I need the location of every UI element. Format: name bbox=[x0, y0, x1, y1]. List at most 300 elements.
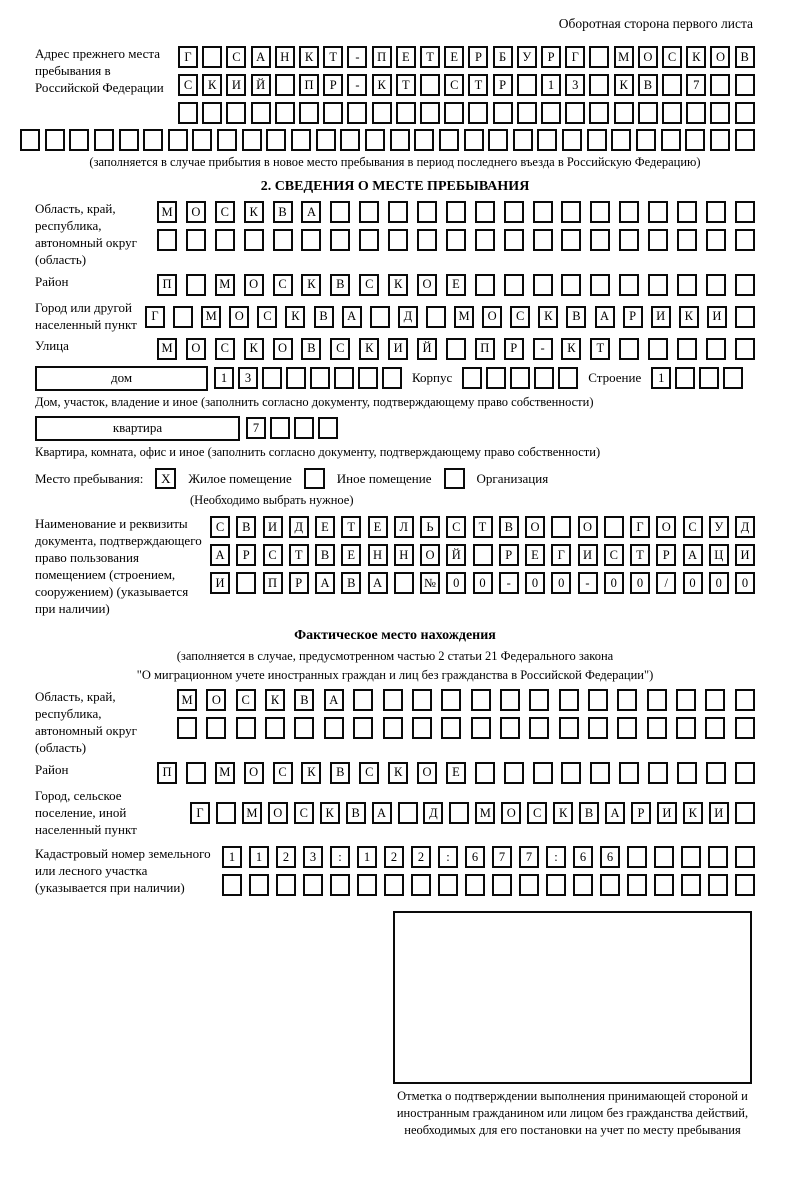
char-cell[interactable]: М bbox=[157, 338, 177, 360]
char-cell[interactable]: С bbox=[330, 338, 350, 360]
char-cell[interactable] bbox=[710, 74, 730, 96]
char-cell[interactable] bbox=[249, 874, 269, 896]
char-cell[interactable] bbox=[192, 129, 212, 151]
char-cell[interactable]: М bbox=[242, 802, 262, 824]
char-cell[interactable] bbox=[500, 717, 520, 739]
char-cell[interactable]: М bbox=[454, 306, 474, 328]
char-cell[interactable] bbox=[475, 229, 495, 251]
char-cell[interactable] bbox=[177, 717, 197, 739]
char-cell[interactable] bbox=[619, 762, 639, 784]
char-cell[interactable] bbox=[614, 102, 634, 124]
char-cell[interactable]: П bbox=[475, 338, 495, 360]
char-cell[interactable] bbox=[275, 102, 295, 124]
char-cell[interactable]: Е bbox=[525, 544, 545, 566]
char-cell[interactable] bbox=[449, 802, 469, 824]
char-cell[interactable] bbox=[178, 102, 198, 124]
char-cell[interactable] bbox=[559, 717, 579, 739]
char-cell[interactable] bbox=[533, 229, 553, 251]
char-cell[interactable] bbox=[627, 846, 647, 868]
char-cell[interactable]: В bbox=[499, 516, 519, 538]
char-cell[interactable] bbox=[647, 689, 667, 711]
char-cell[interactable] bbox=[562, 129, 582, 151]
char-cell[interactable] bbox=[504, 762, 524, 784]
char-cell[interactable]: М bbox=[475, 802, 495, 824]
char-cell[interactable] bbox=[310, 367, 330, 389]
char-cell[interactable] bbox=[735, 762, 755, 784]
char-cell[interactable] bbox=[444, 102, 464, 124]
char-cell[interactable] bbox=[353, 717, 373, 739]
char-cell[interactable]: Т bbox=[630, 544, 650, 566]
char-cell[interactable]: Р bbox=[631, 802, 651, 824]
char-cell[interactable] bbox=[533, 201, 553, 223]
char-cell[interactable] bbox=[735, 802, 755, 824]
char-cell[interactable]: : bbox=[330, 846, 350, 868]
stay-checkbox-organization[interactable] bbox=[444, 468, 465, 489]
char-cell[interactable] bbox=[384, 874, 404, 896]
char-cell[interactable]: П bbox=[157, 762, 177, 784]
char-cell[interactable] bbox=[266, 129, 286, 151]
char-cell[interactable] bbox=[273, 229, 293, 251]
char-cell[interactable]: 0 bbox=[683, 572, 703, 594]
char-cell[interactable] bbox=[173, 306, 193, 328]
char-cell[interactable]: Е bbox=[446, 762, 466, 784]
char-cell[interactable]: С bbox=[604, 544, 624, 566]
char-cell[interactable] bbox=[617, 717, 637, 739]
char-cell[interactable] bbox=[699, 367, 719, 389]
char-cell[interactable] bbox=[462, 367, 482, 389]
char-cell[interactable] bbox=[627, 874, 647, 896]
char-cell[interactable]: А bbox=[368, 572, 388, 594]
char-cell[interactable] bbox=[735, 74, 755, 96]
char-cell[interactable] bbox=[561, 201, 581, 223]
char-cell[interactable]: У bbox=[517, 46, 537, 68]
char-cell[interactable]: И bbox=[707, 306, 727, 328]
char-cell[interactable] bbox=[275, 74, 295, 96]
char-cell[interactable] bbox=[426, 306, 446, 328]
char-cell[interactable] bbox=[706, 762, 726, 784]
char-cell[interactable]: В bbox=[314, 306, 334, 328]
char-cell[interactable]: О bbox=[244, 762, 264, 784]
char-cell[interactable]: С bbox=[273, 762, 293, 784]
char-cell[interactable] bbox=[412, 689, 432, 711]
char-cell[interactable] bbox=[619, 229, 639, 251]
char-cell[interactable]: 1 bbox=[214, 367, 234, 389]
char-cell[interactable]: О bbox=[268, 802, 288, 824]
char-cell[interactable]: К bbox=[301, 762, 321, 784]
char-cell[interactable]: В bbox=[315, 544, 335, 566]
char-cell[interactable] bbox=[236, 572, 256, 594]
char-cell[interactable]: В bbox=[236, 516, 256, 538]
char-cell[interactable]: 0 bbox=[525, 572, 545, 594]
char-cell[interactable]: К bbox=[301, 274, 321, 296]
char-cell[interactable] bbox=[519, 874, 539, 896]
char-cell[interactable]: 1 bbox=[651, 367, 671, 389]
char-cell[interactable] bbox=[611, 129, 631, 151]
char-cell[interactable]: М bbox=[157, 201, 177, 223]
char-cell[interactable] bbox=[216, 802, 236, 824]
char-cell[interactable]: С bbox=[444, 74, 464, 96]
char-cell[interactable] bbox=[735, 846, 755, 868]
char-cell[interactable]: Е bbox=[396, 46, 416, 68]
char-cell[interactable] bbox=[587, 129, 607, 151]
char-cell[interactable]: Т bbox=[473, 516, 493, 538]
char-cell[interactable]: - bbox=[347, 46, 367, 68]
char-cell[interactable]: О bbox=[186, 338, 206, 360]
char-cell[interactable] bbox=[589, 74, 609, 96]
char-cell[interactable]: А bbox=[315, 572, 335, 594]
char-cell[interactable] bbox=[648, 201, 668, 223]
char-cell[interactable]: В bbox=[330, 274, 350, 296]
char-cell[interactable] bbox=[589, 102, 609, 124]
char-cell[interactable]: А bbox=[210, 544, 230, 566]
char-cell[interactable] bbox=[677, 338, 697, 360]
char-cell[interactable] bbox=[706, 338, 726, 360]
char-cell[interactable] bbox=[265, 717, 285, 739]
char-cell[interactable] bbox=[186, 762, 206, 784]
char-cell[interactable] bbox=[186, 229, 206, 251]
char-cell[interactable]: К bbox=[388, 762, 408, 784]
char-cell[interactable]: О bbox=[273, 338, 293, 360]
char-cell[interactable] bbox=[708, 874, 728, 896]
char-cell[interactable] bbox=[676, 717, 696, 739]
char-cell[interactable]: С bbox=[683, 516, 703, 538]
char-cell[interactable] bbox=[217, 129, 237, 151]
char-cell[interactable]: К bbox=[244, 201, 264, 223]
char-cell[interactable] bbox=[708, 846, 728, 868]
char-cell[interactable]: 0 bbox=[551, 572, 571, 594]
char-cell[interactable] bbox=[475, 201, 495, 223]
char-cell[interactable]: С bbox=[510, 306, 530, 328]
char-cell[interactable] bbox=[303, 874, 323, 896]
char-cell[interactable]: В bbox=[566, 306, 586, 328]
char-cell[interactable]: Д bbox=[735, 516, 755, 538]
char-cell[interactable]: С bbox=[662, 46, 682, 68]
char-cell[interactable] bbox=[706, 229, 726, 251]
char-cell[interactable] bbox=[475, 762, 495, 784]
char-cell[interactable] bbox=[276, 874, 296, 896]
char-cell[interactable]: С bbox=[359, 274, 379, 296]
char-cell[interactable]: 1 bbox=[541, 74, 561, 96]
char-cell[interactable] bbox=[119, 129, 139, 151]
char-cell[interactable] bbox=[706, 201, 726, 223]
char-cell[interactable] bbox=[558, 367, 578, 389]
char-cell[interactable] bbox=[619, 274, 639, 296]
char-cell[interactable] bbox=[600, 874, 620, 896]
char-cell[interactable]: П bbox=[263, 572, 283, 594]
char-cell[interactable]: - bbox=[578, 572, 598, 594]
char-cell[interactable]: 2 bbox=[384, 846, 404, 868]
char-cell[interactable]: А bbox=[342, 306, 362, 328]
char-cell[interactable]: О bbox=[638, 46, 658, 68]
char-cell[interactable]: К bbox=[244, 338, 264, 360]
char-cell[interactable]: 3 bbox=[303, 846, 323, 868]
char-cell[interactable]: О bbox=[229, 306, 249, 328]
char-cell[interactable] bbox=[723, 367, 743, 389]
char-cell[interactable]: С bbox=[215, 338, 235, 360]
char-cell[interactable]: О bbox=[420, 544, 440, 566]
char-cell[interactable] bbox=[534, 367, 554, 389]
char-cell[interactable] bbox=[735, 689, 755, 711]
char-cell[interactable]: С bbox=[263, 544, 283, 566]
char-cell[interactable] bbox=[370, 306, 390, 328]
char-cell[interactable]: М bbox=[201, 306, 221, 328]
char-cell[interactable]: О bbox=[501, 802, 521, 824]
char-cell[interactable]: Т bbox=[590, 338, 610, 360]
char-cell[interactable]: К bbox=[372, 74, 392, 96]
char-cell[interactable] bbox=[157, 229, 177, 251]
char-cell[interactable] bbox=[215, 229, 235, 251]
char-cell[interactable] bbox=[735, 129, 755, 151]
char-cell[interactable] bbox=[270, 417, 290, 439]
char-cell[interactable]: К bbox=[679, 306, 699, 328]
char-cell[interactable] bbox=[546, 874, 566, 896]
char-cell[interactable]: 2 bbox=[276, 846, 296, 868]
char-cell[interactable]: О bbox=[710, 46, 730, 68]
char-cell[interactable] bbox=[420, 74, 440, 96]
char-cell[interactable]: Н bbox=[394, 544, 414, 566]
char-cell[interactable] bbox=[510, 367, 530, 389]
char-cell[interactable] bbox=[681, 846, 701, 868]
char-cell[interactable] bbox=[590, 274, 610, 296]
char-cell[interactable] bbox=[647, 717, 667, 739]
char-cell[interactable] bbox=[186, 274, 206, 296]
char-cell[interactable] bbox=[69, 129, 89, 151]
char-cell[interactable] bbox=[365, 129, 385, 151]
char-cell[interactable]: Й bbox=[446, 544, 466, 566]
char-cell[interactable]: О bbox=[244, 274, 264, 296]
char-cell[interactable]: С bbox=[210, 516, 230, 538]
char-cell[interactable] bbox=[677, 229, 697, 251]
char-cell[interactable] bbox=[588, 689, 608, 711]
char-cell[interactable] bbox=[372, 102, 392, 124]
char-cell[interactable] bbox=[648, 274, 668, 296]
char-cell[interactable] bbox=[735, 201, 755, 223]
char-cell[interactable] bbox=[636, 129, 656, 151]
char-cell[interactable]: Е bbox=[444, 46, 464, 68]
char-cell[interactable]: И bbox=[578, 544, 598, 566]
char-cell[interactable] bbox=[706, 274, 726, 296]
char-cell[interactable] bbox=[390, 129, 410, 151]
char-cell[interactable] bbox=[590, 762, 610, 784]
char-cell[interactable] bbox=[143, 129, 163, 151]
char-cell[interactable] bbox=[648, 338, 668, 360]
char-cell[interactable]: Е bbox=[341, 544, 361, 566]
char-cell[interactable] bbox=[94, 129, 114, 151]
char-cell[interactable]: Т bbox=[468, 74, 488, 96]
char-cell[interactable]: А bbox=[251, 46, 271, 68]
char-cell[interactable] bbox=[262, 367, 282, 389]
char-cell[interactable] bbox=[735, 874, 755, 896]
char-cell[interactable]: Г bbox=[630, 516, 650, 538]
char-cell[interactable]: Д bbox=[289, 516, 309, 538]
char-cell[interactable] bbox=[686, 102, 706, 124]
char-cell[interactable]: 0 bbox=[604, 572, 624, 594]
char-cell[interactable] bbox=[504, 229, 524, 251]
char-cell[interactable]: К bbox=[388, 274, 408, 296]
char-cell[interactable] bbox=[677, 274, 697, 296]
char-cell[interactable]: Е bbox=[368, 516, 388, 538]
char-cell[interactable] bbox=[45, 129, 65, 151]
char-cell[interactable] bbox=[735, 306, 755, 328]
char-cell[interactable]: О bbox=[206, 689, 226, 711]
char-cell[interactable]: О bbox=[482, 306, 502, 328]
char-cell[interactable] bbox=[330, 229, 350, 251]
char-cell[interactable] bbox=[513, 129, 533, 151]
char-cell[interactable]: 1 bbox=[357, 846, 377, 868]
char-cell[interactable] bbox=[251, 102, 271, 124]
char-cell[interactable]: С bbox=[257, 306, 277, 328]
char-cell[interactable] bbox=[565, 102, 585, 124]
char-cell[interactable]: 7 bbox=[519, 846, 539, 868]
char-cell[interactable] bbox=[206, 717, 226, 739]
char-cell[interactable] bbox=[735, 229, 755, 251]
char-cell[interactable] bbox=[446, 229, 466, 251]
char-cell[interactable]: К bbox=[686, 46, 706, 68]
char-cell[interactable]: А bbox=[605, 802, 625, 824]
char-cell[interactable]: И bbox=[210, 572, 230, 594]
char-cell[interactable] bbox=[471, 689, 491, 711]
char-cell[interactable]: К bbox=[285, 306, 305, 328]
char-cell[interactable]: 1 bbox=[249, 846, 269, 868]
char-cell[interactable]: С bbox=[215, 201, 235, 223]
char-cell[interactable]: У bbox=[709, 516, 729, 538]
char-cell[interactable]: Т bbox=[289, 544, 309, 566]
char-cell[interactable]: В bbox=[294, 689, 314, 711]
char-cell[interactable] bbox=[439, 129, 459, 151]
char-cell[interactable]: К bbox=[538, 306, 558, 328]
char-cell[interactable] bbox=[202, 102, 222, 124]
char-cell[interactable]: М bbox=[177, 689, 197, 711]
char-cell[interactable]: Р bbox=[468, 46, 488, 68]
char-cell[interactable]: Р bbox=[493, 74, 513, 96]
char-cell[interactable]: О bbox=[656, 516, 676, 538]
char-cell[interactable] bbox=[394, 572, 414, 594]
char-cell[interactable]: М bbox=[215, 274, 235, 296]
char-cell[interactable]: С bbox=[359, 762, 379, 784]
char-cell[interactable]: Д bbox=[398, 306, 418, 328]
char-cell[interactable] bbox=[396, 102, 416, 124]
stay-checkbox-other[interactable] bbox=[304, 468, 325, 489]
char-cell[interactable] bbox=[383, 689, 403, 711]
char-cell[interactable] bbox=[412, 717, 432, 739]
char-cell[interactable]: - bbox=[533, 338, 553, 360]
char-cell[interactable]: Н bbox=[368, 544, 388, 566]
char-cell[interactable] bbox=[638, 102, 658, 124]
char-cell[interactable] bbox=[324, 717, 344, 739]
char-cell[interactable] bbox=[294, 417, 314, 439]
char-cell[interactable]: К bbox=[320, 802, 340, 824]
char-cell[interactable]: И bbox=[735, 544, 755, 566]
char-cell[interactable] bbox=[590, 229, 610, 251]
char-cell[interactable] bbox=[551, 516, 571, 538]
char-cell[interactable] bbox=[517, 74, 537, 96]
char-cell[interactable] bbox=[675, 367, 695, 389]
char-cell[interactable]: А bbox=[595, 306, 615, 328]
char-cell[interactable]: А bbox=[324, 689, 344, 711]
char-cell[interactable] bbox=[517, 102, 537, 124]
char-cell[interactable] bbox=[353, 689, 373, 711]
char-cell[interactable] bbox=[735, 102, 755, 124]
char-cell[interactable] bbox=[710, 102, 730, 124]
char-cell[interactable]: П bbox=[157, 274, 177, 296]
char-cell[interactable] bbox=[20, 129, 40, 151]
char-cell[interactable] bbox=[735, 274, 755, 296]
char-cell[interactable] bbox=[573, 874, 593, 896]
char-cell[interactable]: Р bbox=[656, 544, 676, 566]
char-cell[interactable] bbox=[648, 229, 668, 251]
char-cell[interactable] bbox=[318, 417, 338, 439]
char-cell[interactable]: В bbox=[638, 74, 658, 96]
char-cell[interactable]: В bbox=[301, 338, 321, 360]
char-cell[interactable]: И bbox=[226, 74, 246, 96]
char-cell[interactable]: И bbox=[657, 802, 677, 824]
char-cell[interactable]: Т bbox=[341, 516, 361, 538]
char-cell[interactable] bbox=[735, 717, 755, 739]
char-cell[interactable]: Т bbox=[420, 46, 440, 68]
char-cell[interactable] bbox=[561, 762, 581, 784]
char-cell[interactable]: 3 bbox=[238, 367, 258, 389]
char-cell[interactable]: Р bbox=[499, 544, 519, 566]
char-cell[interactable]: 0 bbox=[709, 572, 729, 594]
char-cell[interactable]: 0 bbox=[446, 572, 466, 594]
char-cell[interactable] bbox=[590, 201, 610, 223]
char-cell[interactable] bbox=[388, 201, 408, 223]
char-cell[interactable]: С bbox=[236, 689, 256, 711]
char-cell[interactable]: Й bbox=[251, 74, 271, 96]
char-cell[interactable]: К bbox=[683, 802, 703, 824]
char-cell[interactable] bbox=[388, 229, 408, 251]
char-cell[interactable] bbox=[529, 689, 549, 711]
char-cell[interactable] bbox=[441, 689, 461, 711]
char-cell[interactable] bbox=[533, 274, 553, 296]
char-cell[interactable]: Г bbox=[178, 46, 198, 68]
char-cell[interactable] bbox=[446, 201, 466, 223]
char-cell[interactable]: С bbox=[527, 802, 547, 824]
char-cell[interactable]: 7 bbox=[246, 417, 266, 439]
char-cell[interactable] bbox=[226, 102, 246, 124]
char-cell[interactable] bbox=[619, 338, 639, 360]
char-cell[interactable]: П bbox=[299, 74, 319, 96]
char-cell[interactable]: Е bbox=[446, 274, 466, 296]
char-cell[interactable] bbox=[316, 129, 336, 151]
char-cell[interactable]: К bbox=[553, 802, 573, 824]
char-cell[interactable] bbox=[168, 129, 188, 151]
char-cell[interactable] bbox=[561, 274, 581, 296]
char-cell[interactable]: А bbox=[301, 201, 321, 223]
char-cell[interactable]: А bbox=[683, 544, 703, 566]
char-cell[interactable]: Р bbox=[236, 544, 256, 566]
char-cell[interactable]: № bbox=[420, 572, 440, 594]
char-cell[interactable] bbox=[475, 274, 495, 296]
char-cell[interactable] bbox=[677, 201, 697, 223]
char-cell[interactable]: 2 bbox=[411, 846, 431, 868]
char-cell[interactable]: О bbox=[186, 201, 206, 223]
char-cell[interactable]: В bbox=[346, 802, 366, 824]
char-cell[interactable]: В bbox=[735, 46, 755, 68]
char-cell[interactable] bbox=[359, 229, 379, 251]
char-cell[interactable] bbox=[464, 129, 484, 151]
char-cell[interactable] bbox=[334, 367, 354, 389]
char-cell[interactable] bbox=[705, 689, 725, 711]
char-cell[interactable]: 7 bbox=[686, 74, 706, 96]
char-cell[interactable]: К bbox=[202, 74, 222, 96]
char-cell[interactable] bbox=[500, 689, 520, 711]
char-cell[interactable]: Н bbox=[275, 46, 295, 68]
char-cell[interactable]: И bbox=[263, 516, 283, 538]
char-cell[interactable]: / bbox=[656, 572, 676, 594]
char-cell[interactable]: Л bbox=[394, 516, 414, 538]
char-cell[interactable] bbox=[648, 762, 668, 784]
